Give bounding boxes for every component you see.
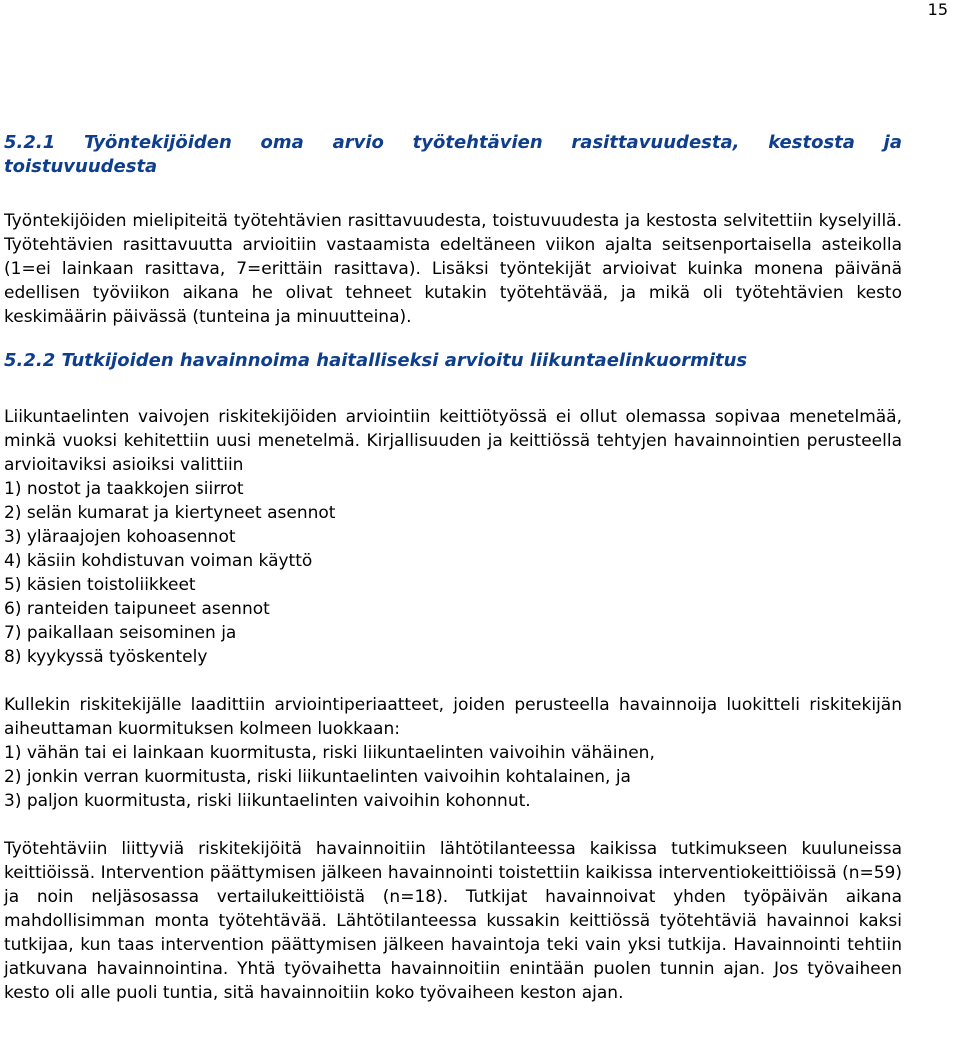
page-number: 15: [927, 0, 948, 19]
section-heading-5-2-1: 5.2.1 Työntekijöiden oma arvio työtehtävien rasittavuudesta, kestosta ja toistuvuudesta: [4, 132, 902, 177]
risk-factor-list: [4, 477, 902, 669]
list-item: 1) nostot ja taakkojen siirrot: [4, 479, 244, 499]
list-item: 8) kyykyssä työskentely: [4, 647, 208, 667]
list-item: 6) ranteiden taipuneet asennot: [4, 599, 270, 619]
list-item: 3) paljon kuormitusta, riski liikuntaelinten vaivoihin kohonnut.: [4, 791, 531, 811]
list-item: 3) yläraajojen kohoasennot: [4, 527, 236, 547]
list-item: 4) käsiin kohdistuvan voiman käyttö: [4, 551, 313, 571]
list-item: 5) käsien toistoliikkeet: [4, 575, 196, 595]
list-item: 1) vähän tai ei lainkaan kuormitusta, riski liikuntaelinten vaivoihin vähäinen,: [4, 743, 655, 763]
list-item: 2) jonkin verran kuormitusta, riski liikuntaelinten vaivoihin kohtalainen, ja: [4, 767, 631, 787]
list-item: 2) selän kumarat ja kiertyneet asennot: [4, 503, 336, 523]
paragraph-classification-intro: Kullekin riskitekijälle laadittiin arviointiperiaatteet, joiden perusteella havainnoija luokitteli riskitekijän aiheuttaman kuormituksen kolmeen luokkaan:: [4, 695, 902, 739]
paragraph-questionnaire-method: Työntekijöiden mielipiteitä työtehtävien rasittavuudesta, toistuvuudesta ja kestosta selvitettiin kyselyillä. Työtehtävien rasittavuutta arvioitiin vastaamista edeltäneen viikon ajalta seitsenportaisella asteikolla (1=ei lainkaan rasittava, 7=erittäin rasittava). Lisäksi työntekijät arvioivat kuinka monena päivänä edellisen työviikon aikana he olivat tehneet kutakin työtehtävää, ja mikä oli työtehtävien kesto keskimäärin päivässä (tunteina ja minuutteina).: [4, 211, 902, 327]
paragraph-observation-procedure: Työtehtäviin liittyviä riskitekijöitä havainnoitiin lähtötilanteessa kaikissa tutkimukseen kuuluneissa keittiöissä. Intervention päättymisen jälkeen havainnointi toistettiin kaikissa interventiokeittiöissä (n=59) ja noin neljäsosassa vertailukeittiöistä (n=18). Tutkijat havainnoivat yhden työpäivän aikana mahdollisimman monta työtehtävää. Lähtötilanteessa kussakin keittiössä työtehtäviä havainnoi kaksi tutkijaa, kun taas intervention päättymisen jälkeen havaintoja teki vain yksi tutkija. Havainnointi tehtiin jatkuvana havainnointina. Yhtä työvaihetta havainnoitiin enintään puolen tunnin ajan. Jos työvaiheen kesto oli alle puoli tuntia, sitä havainnoitiin koko työvaiheen keston ajan.: [4, 839, 902, 1003]
load-class-list: [4, 741, 902, 813]
section-heading-5-2-2: 5.2.2 Tutkijoiden havainnoima haitalliseksi arvioitu liikuntaelinkuormitus: [4, 350, 748, 371]
document-body: [4, 131, 902, 1005]
paragraph-assessment-intro: Liikuntaelinten vaivojen riskitekijöiden arviointiin keittiötyössä ei ollut olemassa sopivaa menetelmää, minkä vuoksi kehitettiin uusi menetelmä. Kirjallisuuden ja keittiössä tehtyjen havainnointien perusteella arvioitaviksi asioiksi valittiin: [4, 407, 902, 475]
list-item: 7) paikallaan seisominen ja: [4, 623, 237, 643]
